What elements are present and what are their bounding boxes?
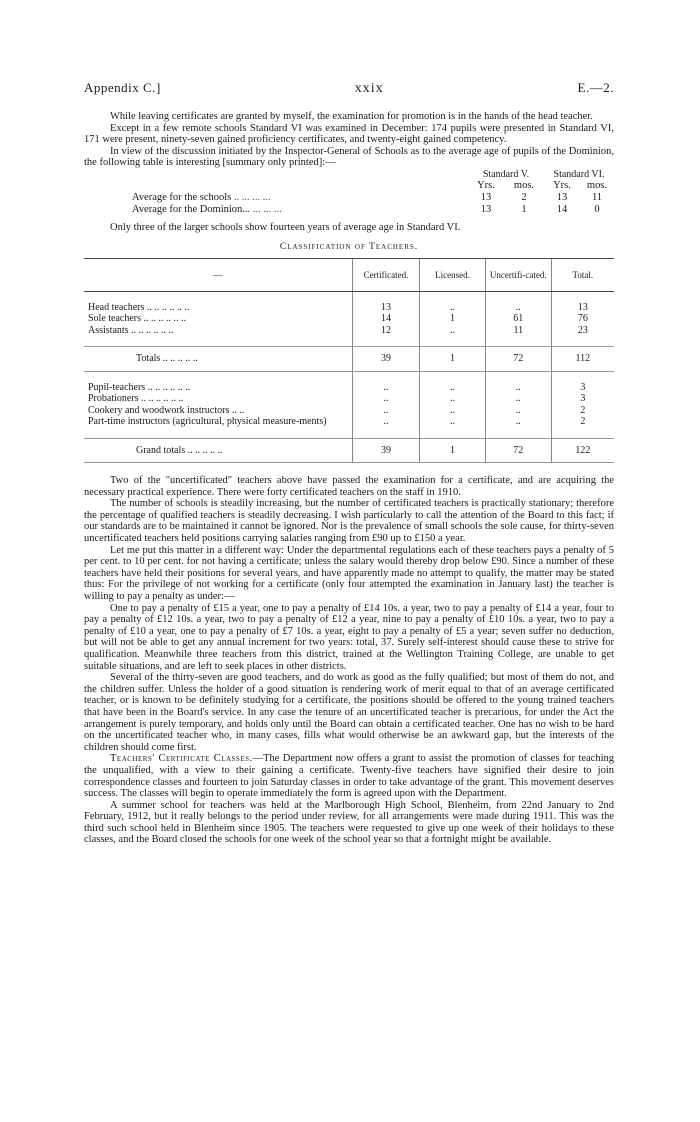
paragraph: A summer school for teachers was held at the Marlborough High School, Blenheim, from 22nd January to 2nd February, 1912, but it really belongs to the period under review, for all arrangements were made during 1911. This was the third such school held in Blenheim since 1905. The teachers were requested to give up one week of their holidays to these classes, and the Board closed the schools for one week of the school year so that a fortnight might be available. bbox=[84, 799, 614, 846]
header-cell: Licensed. bbox=[420, 258, 486, 291]
cell: .. bbox=[352, 405, 419, 417]
row-label: Head teachers .. .. .. .. .. .. bbox=[88, 301, 190, 313]
header-appendix: Appendix C.] bbox=[84, 80, 161, 95]
row-label: Sole teachers .. .. .. .. .. .. bbox=[88, 313, 187, 325]
table-totals-row bbox=[84, 347, 614, 372]
cell: .. bbox=[485, 405, 551, 417]
cell: 72 bbox=[485, 438, 551, 463]
leader-dots: ... ... ... bbox=[252, 203, 282, 215]
cell: 11 bbox=[485, 325, 551, 337]
classification-table bbox=[84, 258, 614, 464]
cell: 2 bbox=[551, 405, 614, 417]
row-label: Totals .. .. .. .. .. bbox=[84, 347, 352, 372]
cell: 0 bbox=[594, 203, 600, 215]
cell: 14 bbox=[352, 313, 419, 325]
paragraph: Except in a few remote schools Standard VI was examined in December: 174 pupils were presented in Standard VI, 171 were present, ninety-seven gained proficiency certificates, and twenty-eight gained competency. bbox=[84, 122, 614, 146]
leader-dots: .. ... ... ... bbox=[233, 191, 271, 203]
table-grand-totals-row bbox=[84, 438, 614, 463]
cell: 13 bbox=[480, 191, 492, 203]
col-standard-vi: Standard VI. bbox=[553, 168, 605, 180]
cell: .. bbox=[485, 393, 551, 405]
age-table bbox=[84, 170, 614, 216]
table-row bbox=[84, 313, 614, 325]
table-row bbox=[84, 393, 614, 405]
table-row bbox=[84, 405, 614, 417]
paragraph: Two of the "uncertificated" teachers above have passed the examination for a certificate, and are acquiring the necessary practical experience. There were forty certificated teachers on the staff in 1910. bbox=[84, 475, 614, 498]
cell: 1 bbox=[420, 438, 486, 463]
age-row-schools bbox=[84, 192, 614, 204]
cell: 11 bbox=[591, 191, 603, 203]
document-page bbox=[84, 80, 614, 846]
table-row bbox=[84, 325, 614, 337]
cell: 122 bbox=[551, 438, 614, 463]
table-row bbox=[84, 291, 614, 313]
sub-yrs: Yrs. bbox=[477, 179, 495, 191]
row-label: Probationers .. .. .. .. .. .. bbox=[88, 393, 184, 405]
page-header bbox=[84, 80, 614, 97]
table-row bbox=[84, 416, 614, 428]
cell: .. bbox=[420, 416, 486, 428]
col-standard-v: Standard V. bbox=[482, 168, 530, 180]
cell: .. bbox=[420, 405, 486, 417]
cell: .. bbox=[485, 291, 551, 313]
paragraph-text: —The Department now offers a grant to assist the promotion of classes for teaching the unqualified, with a view to their gaining a certificate. Twenty-five teachers have signified their desire to join correspondence classes and fourteen to join Saturday classes in order to take advantage of the grant. This movement deserves success. The classes will begin to operate immediately the form is agreed upon with the Department. bbox=[84, 753, 614, 800]
cell: 23 bbox=[551, 325, 614, 337]
cell: .. bbox=[420, 325, 486, 337]
table-row bbox=[84, 371, 614, 393]
cell: 13 bbox=[551, 291, 614, 313]
cell: 72 bbox=[485, 347, 551, 372]
row-label: Pupil-teachers .. .. .. .. .. .. bbox=[88, 381, 191, 393]
cell: 3 bbox=[551, 371, 614, 393]
row-label: Assistants .. .. .. .. .. .. bbox=[88, 324, 174, 336]
row-label: Part-time instructors (agricultural, physical measure-ments) bbox=[88, 416, 327, 428]
row-label: Average for the Dominion... bbox=[132, 203, 251, 215]
sub-mos: mos. bbox=[513, 179, 535, 191]
paragraph: Let me put this matter in a different way: Under the departmental regulations each of these teachers pays a penalty of 5 per cent. to 10 per cent. for not having a certificate; unless the salary would thereby drop below £90. Since a number of these teachers have held their positions for several years, and have apparently made no attempt to qualify, the matter may be stated thus: For the privilege of not working for a certificate (only four attempted the examination in January last) the teacher is willing to pay a penalty as under:— bbox=[84, 544, 614, 602]
header-cell: Certificated. bbox=[352, 258, 419, 291]
cell: 13 bbox=[480, 203, 492, 215]
cell: .. bbox=[485, 371, 551, 393]
cell: 112 bbox=[551, 347, 614, 372]
section-heading: Teachers' Certificate Classes. bbox=[110, 753, 253, 765]
row-label: Cookery and woodwork instructors .. .. bbox=[88, 404, 245, 416]
cell: 13 bbox=[352, 291, 419, 313]
sub-mos: mos. bbox=[586, 179, 608, 191]
cell: .. bbox=[420, 393, 486, 405]
row-label: Average for the schools bbox=[132, 191, 232, 203]
age-note: Only three of the larger schools show fourteen years of average age in Standard VI. bbox=[110, 221, 461, 233]
paragraph: The number of schools is steadily increasing, but the number of certificated teachers is practically stationary; therefore the percentage of qualified teachers is steadily decreasing. I wish particularly to call the attention of the Board to this fact; if our standards are to be maintained it cannot be ignored. Nor is the prevalence of small schools the sole cause, for thirty-seven uncertificated teachers held positions carrying salaries ranging from £90 up to £150 a year. bbox=[84, 498, 614, 545]
cell: .. bbox=[420, 371, 486, 393]
paragraph: While leaving certificates are granted by myself, the examination for promotion is in the hands of the head teacher. bbox=[110, 111, 593, 122]
cell: 12 bbox=[352, 325, 419, 337]
header-cell: — bbox=[84, 258, 352, 291]
age-table-subheader bbox=[84, 180, 614, 192]
cell: .. bbox=[352, 393, 419, 405]
cell: 13 bbox=[556, 191, 568, 203]
cell: .. bbox=[485, 416, 551, 428]
cell: 61 bbox=[485, 313, 551, 325]
cell: .. bbox=[352, 371, 419, 393]
header-page-number: xxix bbox=[354, 81, 384, 96]
cell: 76 bbox=[551, 313, 614, 325]
cell: 3 bbox=[551, 393, 614, 405]
body-text bbox=[84, 475, 614, 846]
row-label: Grand totals .. .. .. .. .. bbox=[84, 438, 352, 463]
header-cell: Total. bbox=[551, 258, 614, 291]
cell: 2 bbox=[521, 191, 527, 203]
cell: 14 bbox=[556, 203, 568, 215]
cell: .. bbox=[420, 291, 486, 313]
cell: .. bbox=[352, 416, 419, 428]
table-header-row bbox=[84, 258, 614, 291]
age-row-dominion bbox=[84, 204, 614, 216]
paragraph-certificate-classes bbox=[84, 753, 614, 799]
cell: 39 bbox=[352, 438, 419, 463]
paragraph: Several of the thirty-seven are good teachers, and do work as good as the fully qualified; but most of them do not, and the children suffer. Unless the holder of a good situation is rendering work of merit equal to that of an average certificated teacher, or is known to be definitely studying for a certificate, the positions should be offered to the young trained teachers that have been in the Board's service. In any case the tenure of an uncertificated teacher is precarious, for under the Act the arrangement is purely temporary, and holds only until the Board can obtain a certificated teacher. One has no wish to be hard on the uncertificated teacher who, in many cases, fills what would otherwise be an awkward gap, but the interests of the children should come first. bbox=[84, 672, 614, 753]
sub-yrs: Yrs. bbox=[553, 179, 571, 191]
cell: 1 bbox=[420, 347, 486, 372]
age-table-header bbox=[84, 170, 614, 180]
paragraph: One to pay a penalty of £15 a year, one to pay a penalty of £14 10s. a year, two to pay a penalty of £14 a year, four to pay a penalty of £12 10s. a year, two to pay a penalty of £12 a year, nine to pay a penalty of £10 10s. a year, two to pay a penalty of £10 a year, one to pay a penalty of £7 10s. a year, eight to pay a penalty of £5 a year; seven suffer no deduction, but will not be able to get any annual increment for two years: total, 37. Surely self-interest should cause these to strive for qualification. Meanwhile three teachers from this district, trained at the Wellington Training College, are unable to get suitable situations, and are left to seek places in other districts. bbox=[84, 602, 614, 672]
header-cell: Uncertifi-cated. bbox=[485, 258, 551, 291]
cell: 2 bbox=[551, 416, 614, 428]
table-title: Classification of Teachers. bbox=[279, 241, 419, 252]
cell: 1 bbox=[420, 313, 486, 325]
header-report-code: E.—2. bbox=[577, 80, 614, 95]
cell: 1 bbox=[521, 203, 527, 215]
paragraph: In view of the discussion initiated by the Inspector-General of Schools as to the average age of pupils of the Dominion, the following table is interesting [summary only printed]:— bbox=[84, 145, 614, 169]
cell: 39 bbox=[352, 347, 419, 372]
